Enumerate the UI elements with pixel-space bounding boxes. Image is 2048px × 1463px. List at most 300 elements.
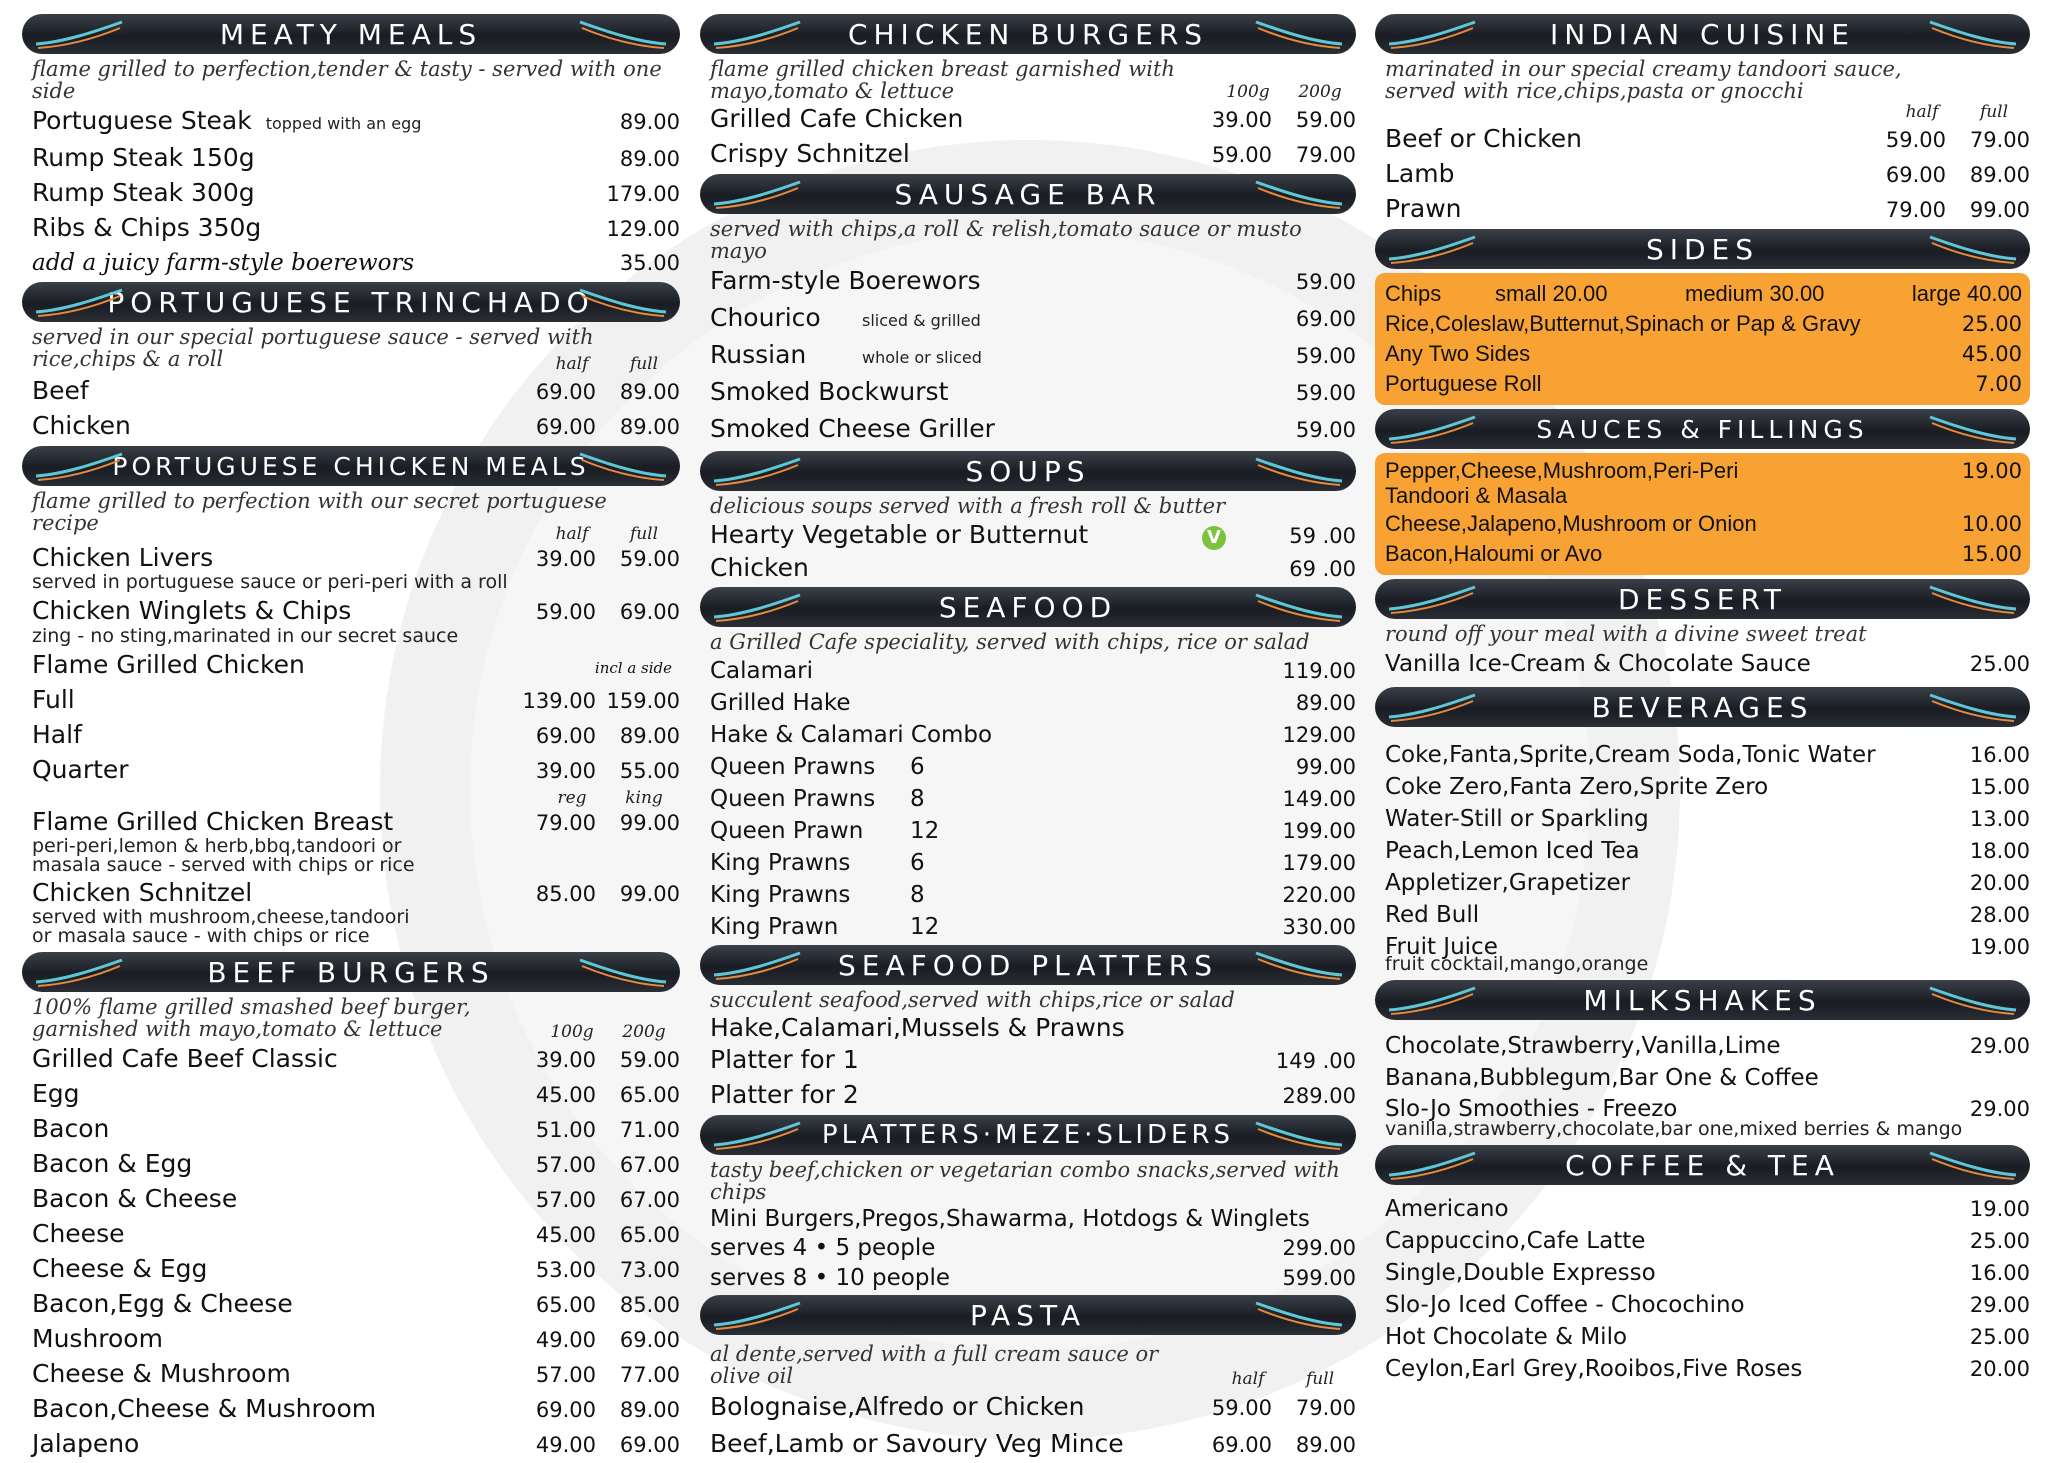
swirl-icon bbox=[1926, 413, 2018, 445]
item-name: serves 4 • 5 people bbox=[710, 1235, 936, 1261]
item-price-half: 59.00 bbox=[1211, 1396, 1272, 1420]
header-full: full bbox=[1305, 1369, 1335, 1389]
section-banner-platters-meze-sliders bbox=[700, 1115, 1356, 1155]
swirl-icon bbox=[1387, 691, 1479, 723]
section-title: SEAFOOD PLATTERS bbox=[837, 948, 1218, 982]
item-price: 49.00 bbox=[535, 1433, 596, 1457]
item-name bbox=[710, 879, 1266, 911]
item-name: Vanilla Ice-Cream & Chocolate Sauce bbox=[1385, 651, 1811, 677]
menu-item bbox=[22, 211, 680, 246]
menu-item bbox=[22, 683, 680, 718]
menu-column-2 bbox=[700, 12, 1356, 1463]
menu-item bbox=[22, 879, 680, 908]
item-price-half: 69.00 bbox=[535, 724, 596, 748]
swirl-icon bbox=[1926, 1149, 2018, 1181]
item-price-reg: 79.00 bbox=[535, 811, 596, 835]
item-price-king: 99.00 bbox=[619, 882, 680, 906]
item-name: Portuguese Steak bbox=[32, 106, 252, 135]
menu-item bbox=[1375, 339, 2022, 369]
item-price: 35.00 bbox=[619, 251, 680, 275]
section-description: a Grilled Cafe speciality, served with chips, rice or salad bbox=[710, 630, 1310, 654]
item-name: Cheese & Egg bbox=[32, 1254, 208, 1283]
section-title: MEATY MEALS bbox=[219, 17, 483, 51]
item-note: incl a side bbox=[594, 659, 672, 677]
swirl-icon bbox=[1926, 583, 2018, 615]
item-name: Grilled Cafe Beef Classic bbox=[32, 1044, 338, 1073]
item-name: Banana,Bubblegum,Bar One & Coffee bbox=[1385, 1065, 1819, 1091]
menu-column-3 bbox=[1375, 12, 2030, 1385]
item-name-text: Farm-style Boerewors bbox=[710, 266, 981, 295]
menu-item bbox=[700, 412, 1356, 449]
item-price-half: 39.00 bbox=[535, 547, 596, 571]
header-100g: 100g bbox=[550, 1022, 594, 1042]
sub-line: served with mushroom,cheese,tandoori bbox=[32, 906, 410, 928]
menu-item bbox=[1375, 771, 2030, 803]
menu-item bbox=[700, 1426, 1356, 1463]
menu-item bbox=[1375, 1257, 2030, 1289]
item-price: 15.00 bbox=[1961, 542, 2022, 566]
menu-item bbox=[700, 879, 1356, 911]
swirl-icon bbox=[1387, 413, 1479, 445]
item-name: serves 8 • 10 people bbox=[710, 1265, 951, 1291]
item-price-full: 59.00 bbox=[619, 547, 680, 571]
item-subtext: zing - no sting,marinated in our secret sauce bbox=[32, 625, 459, 647]
item-name-text: Queen Prawn bbox=[710, 818, 864, 844]
item-price-100g: 39.00 bbox=[1211, 108, 1272, 132]
desc-line: served in our special portuguese sauce - served with bbox=[32, 325, 594, 349]
item-name-text: King Prawns bbox=[710, 850, 851, 876]
section-banner-chicken-burgers bbox=[700, 14, 1356, 54]
item-name bbox=[710, 911, 1266, 943]
item-name: Chicken bbox=[710, 553, 809, 582]
item-name: Ceylon,Earl Grey,Rooibos,Five Roses bbox=[1385, 1356, 1803, 1382]
section-title: COFFEE & TEA bbox=[1565, 1148, 1840, 1182]
item-price: 29.00 bbox=[1969, 1097, 2030, 1121]
menu-item bbox=[22, 1077, 680, 1112]
swirl-icon bbox=[34, 450, 126, 482]
section-banner-indian-cuisine bbox=[1375, 14, 2030, 54]
swirl-icon bbox=[1387, 583, 1479, 615]
item-name: Grilled Cafe Chicken bbox=[710, 104, 964, 133]
swirl-icon bbox=[1387, 984, 1479, 1016]
item-name: Half bbox=[32, 720, 82, 749]
swirl-icon bbox=[712, 1299, 804, 1331]
item-subtext: fruit cocktail,mango,orange bbox=[1385, 953, 1649, 975]
item-price-half: 39.00 bbox=[535, 759, 596, 783]
item-name-text: Queen Prawns bbox=[710, 786, 876, 812]
item-price: 59.00 bbox=[1295, 418, 1356, 442]
item-name: Appletizer,Grapetizer bbox=[1385, 870, 1631, 896]
desc-line: served with rice,chips,pasta or gnocchi bbox=[1385, 79, 1804, 103]
item-name bbox=[710, 687, 1266, 719]
swirl-icon bbox=[712, 591, 804, 623]
menu-item bbox=[22, 246, 680, 280]
menu-item bbox=[22, 1427, 680, 1462]
item-qty: 12 bbox=[910, 818, 940, 844]
section-title: PORTUGUESE CHICKEN MEALS bbox=[112, 451, 590, 481]
pasta-header bbox=[700, 1339, 1356, 1389]
item-name: Chicken Schnitzel bbox=[32, 878, 253, 907]
section-title: SEAFOOD bbox=[938, 590, 1118, 624]
beef-burger-list bbox=[22, 1042, 680, 1462]
item-name-text: King Prawn bbox=[710, 914, 839, 940]
item-name: Single,Double Expresso bbox=[1385, 1260, 1656, 1286]
item-price: 28.00 bbox=[1969, 903, 2030, 927]
header-200g: 200g bbox=[1298, 82, 1342, 102]
section-banner-coffee-tea bbox=[1375, 1145, 2030, 1185]
menu-item bbox=[700, 102, 1356, 137]
section-title: BEVERAGES bbox=[1591, 690, 1814, 724]
menu-item bbox=[22, 1182, 680, 1217]
menu-item bbox=[22, 1357, 680, 1392]
header-half: half bbox=[1905, 102, 1939, 122]
item-name: Water-Still or Sparkling bbox=[1385, 806, 1649, 832]
item-name: Slo-Jo Smoothies - Freezo bbox=[1385, 1096, 1678, 1122]
item-subtext: vanilla,strawberry,chocolate,bar one,mixed berries & mango bbox=[1385, 1118, 1963, 1140]
section-title: CHICKEN BURGERS bbox=[847, 17, 1209, 51]
header-half: half bbox=[555, 354, 589, 374]
swirl-icon bbox=[1387, 233, 1479, 265]
menu-item bbox=[22, 374, 680, 409]
item-price: 7.00 bbox=[1975, 372, 2022, 396]
item-name: Coke,Fanta,Sprite,Cream Soda,Tonic Water bbox=[1385, 742, 1876, 768]
swirl-icon bbox=[34, 286, 126, 318]
item-name: Rump Steak 300g bbox=[32, 178, 255, 207]
spacer bbox=[1375, 731, 2030, 739]
item-price-half: 79.00 bbox=[1885, 198, 1946, 222]
item-name bbox=[710, 301, 1266, 338]
section-banner-milkshakes bbox=[1375, 980, 2030, 1020]
menu-item bbox=[22, 1252, 680, 1287]
swirl-icon bbox=[1252, 1119, 1344, 1151]
item-price-half: 59.00 bbox=[535, 600, 596, 624]
item-price: 57.00 bbox=[535, 1188, 596, 1212]
sausage-list bbox=[700, 264, 1356, 449]
section-description: round off your meal with a divine sweet treat bbox=[1385, 622, 1867, 646]
menu-item bbox=[22, 650, 680, 683]
item-name: Full bbox=[32, 685, 75, 714]
item-name bbox=[710, 847, 1266, 879]
item-price-half: 59.00 bbox=[1885, 128, 1946, 152]
item-name: Mini Burgers,Pregos,Shawarma, Hotdogs & Winglets bbox=[710, 1206, 1310, 1232]
item-name: Chicken bbox=[32, 411, 131, 440]
item-price: 69.00 bbox=[1295, 307, 1356, 331]
menu-item bbox=[700, 719, 1356, 751]
menu-item bbox=[1375, 867, 2030, 899]
item-price: 51.00 bbox=[535, 1118, 596, 1142]
menu-item bbox=[22, 1112, 680, 1147]
item-price: 69.00 bbox=[619, 1328, 680, 1352]
item-name: Crispy Schnitzel bbox=[710, 139, 910, 168]
item-subtext: served in portuguese sauce or peri-peri with a roll bbox=[32, 571, 508, 593]
menu-item bbox=[1375, 739, 2030, 771]
item-name: Any Two Sides bbox=[1385, 341, 1531, 366]
item-price: 45.00 bbox=[535, 1223, 596, 1247]
item-price: 19.00 bbox=[1969, 935, 2030, 959]
section-description bbox=[1375, 58, 2030, 102]
item-price: 89.00 bbox=[619, 147, 680, 171]
item-price: 59.00 bbox=[1295, 344, 1356, 368]
sub-line: peri-peri,lemon & herb,bbq,tandoori or bbox=[32, 835, 402, 857]
menu-item bbox=[22, 1217, 680, 1252]
item-name: Rice,Coleslaw,Butternut,Spinach or Pap & Gravy bbox=[1385, 311, 1861, 336]
section-banner-dessert bbox=[1375, 579, 2030, 619]
item-price: 129.00 bbox=[606, 217, 680, 241]
swirl-icon bbox=[576, 450, 668, 482]
item-price-full: 89.00 bbox=[619, 415, 680, 439]
swirl-icon bbox=[712, 455, 804, 487]
item-name: Chocolate,Strawberry,Vanilla,Lime bbox=[1385, 1033, 1781, 1059]
swirl-icon bbox=[1252, 1299, 1344, 1331]
item-price: 18.00 bbox=[1969, 839, 2030, 863]
header-full: full bbox=[1979, 102, 2009, 122]
menu-item bbox=[22, 176, 680, 211]
swirl-icon bbox=[1252, 455, 1344, 487]
menu-item bbox=[700, 1043, 1356, 1078]
item-name: Hake,Calamari,Mussels & Prawns bbox=[710, 1013, 1125, 1042]
item-price: 57.00 bbox=[535, 1153, 596, 1177]
item-name: Red Bull bbox=[1385, 902, 1480, 928]
menu-item bbox=[700, 911, 1356, 943]
section-banner-trinchado bbox=[22, 282, 680, 322]
item-price: 16.00 bbox=[1969, 1261, 2030, 1285]
item-price: 99.00 bbox=[1295, 755, 1356, 779]
sub-line: masala sauce - served with chips or rice bbox=[32, 854, 415, 876]
menu-item bbox=[22, 596, 680, 627]
item-price: 45.00 bbox=[1961, 342, 2022, 366]
item-price: 149.00 bbox=[1282, 787, 1356, 811]
item-price: 59.00 bbox=[1295, 270, 1356, 294]
swirl-icon bbox=[712, 949, 804, 981]
swirl-icon bbox=[576, 956, 668, 988]
item-name: Jalapeno bbox=[32, 1429, 140, 1458]
header-full: full bbox=[629, 354, 659, 374]
item-price: 179.00 bbox=[606, 182, 680, 206]
swirl-icon bbox=[1252, 949, 1344, 981]
section-banner-portuguese-chicken bbox=[22, 446, 680, 486]
menu-item bbox=[1375, 1289, 2030, 1321]
menu-item bbox=[700, 301, 1356, 338]
chips-medium: medium 30.00 bbox=[1685, 281, 1825, 306]
item-price: 20.00 bbox=[1969, 1357, 2030, 1381]
item-price-full: 99.00 bbox=[1969, 198, 2030, 222]
item-name: Bacon,Cheese & Mushroom bbox=[32, 1394, 377, 1423]
menu-item bbox=[22, 1322, 680, 1357]
swirl-icon bbox=[34, 18, 126, 50]
menu-item bbox=[700, 1263, 1356, 1293]
chips-row bbox=[1375, 279, 2022, 309]
section-banner-pasta bbox=[700, 1295, 1356, 1335]
swirl-icon bbox=[1926, 984, 2018, 1016]
menu-item bbox=[22, 409, 680, 444]
section-title: SOUPS bbox=[965, 454, 1091, 488]
swirl-icon bbox=[712, 18, 804, 50]
item-price: 49.00 bbox=[535, 1328, 596, 1352]
column-header bbox=[1375, 100, 2030, 122]
menu-item bbox=[700, 751, 1356, 783]
sub-line: or masala sauce - with chips or rice bbox=[32, 925, 370, 947]
desc-line: flame grilled chicken breast garnished with bbox=[710, 57, 1175, 81]
section-title: SAUCES & FILLINGS bbox=[1536, 414, 1869, 444]
swirl-icon bbox=[1926, 18, 2018, 50]
swirl-icon bbox=[712, 1119, 804, 1151]
item-name: Cheese bbox=[32, 1219, 125, 1248]
item-name: Peach,Lemon Iced Tea bbox=[1385, 838, 1640, 864]
item-price-200g: 59.00 bbox=[1295, 108, 1356, 132]
menu-item bbox=[700, 264, 1356, 301]
menu-item bbox=[1375, 1030, 2030, 1062]
menu-item bbox=[700, 1205, 1356, 1233]
menu-item bbox=[1375, 539, 2022, 569]
menu-item bbox=[700, 519, 1356, 552]
item-price: 25.00 bbox=[1969, 1325, 2030, 1349]
item-price: 20.00 bbox=[1969, 871, 2030, 895]
item-price: 57.00 bbox=[535, 1363, 596, 1387]
item-name: Chicken Winglets & Chips bbox=[32, 596, 352, 625]
seafood-list bbox=[700, 655, 1356, 943]
item-name-text: Hake & Calamari Combo bbox=[710, 722, 993, 748]
item-name: add a juicy farm-style boerewors bbox=[32, 250, 415, 276]
item-name bbox=[710, 655, 1266, 687]
item-name: Bacon bbox=[32, 1114, 110, 1143]
item-price: 89.00 bbox=[1295, 691, 1356, 715]
beverage-list bbox=[1375, 739, 2030, 963]
swirl-icon bbox=[1387, 18, 1479, 50]
item-price: 67.00 bbox=[619, 1188, 680, 1212]
item-price-half: 69.00 bbox=[1885, 163, 1946, 187]
item-qty: 8 bbox=[910, 882, 925, 908]
swirl-icon bbox=[1926, 691, 2018, 723]
item-price: 29.00 bbox=[1969, 1293, 2030, 1317]
menu-item bbox=[700, 137, 1356, 172]
section-banner-sausage-bar bbox=[700, 174, 1356, 214]
item-price: 39.00 bbox=[535, 1048, 596, 1072]
section-description: tasty beef,chicken or vegetarian combo snacks,served with chips bbox=[710, 1158, 1340, 1204]
item-name bbox=[710, 751, 1266, 783]
section-banner-beverages bbox=[1375, 687, 2030, 727]
item-price-full: 89.00 bbox=[619, 724, 680, 748]
item-price: 69 .00 bbox=[1289, 557, 1356, 581]
item-name: Hot Chocolate & Milo bbox=[1385, 1324, 1628, 1350]
item-name: Bacon & Cheese bbox=[32, 1184, 238, 1213]
item-price: 599.00 bbox=[1282, 1266, 1356, 1290]
item-price-200g: 79.00 bbox=[1295, 143, 1356, 167]
item-name: Bolognaise,Alfredo or Chicken bbox=[710, 1392, 1085, 1421]
item-name bbox=[710, 264, 1266, 301]
item-price: 71.00 bbox=[619, 1118, 680, 1142]
item-name-text: Smoked Cheese Griller bbox=[710, 414, 995, 443]
item-price: 65.00 bbox=[619, 1223, 680, 1247]
item-price-full: 55.00 bbox=[619, 759, 680, 783]
column-header bbox=[1212, 1367, 1356, 1389]
header-reg: reg bbox=[557, 788, 587, 808]
menu-item bbox=[1375, 157, 2030, 192]
menu-item bbox=[1375, 1321, 2030, 1353]
section-description: flame grilled to perfection,tender & tasty - served with one side bbox=[32, 57, 662, 103]
item-name: Quarter bbox=[32, 755, 129, 784]
section-title: PASTA bbox=[969, 1298, 1087, 1332]
menu-item bbox=[700, 375, 1356, 412]
swirl-icon bbox=[1252, 178, 1344, 210]
item-price: 179.00 bbox=[1282, 851, 1356, 875]
menu-item bbox=[22, 718, 680, 753]
menu-item bbox=[1375, 122, 2030, 157]
item-price: 330.00 bbox=[1282, 915, 1356, 939]
section-title: PORTUGUESE TRINCHADO bbox=[107, 285, 595, 319]
section-banner-seafood bbox=[700, 587, 1356, 627]
menu-item bbox=[700, 783, 1356, 815]
item-name: Cappuccino,Cafe Latte bbox=[1385, 1228, 1646, 1254]
menu-item bbox=[22, 808, 680, 837]
section-description: delicious soups served with a fresh roll & butter bbox=[710, 494, 1226, 518]
menu-item bbox=[700, 1013, 1356, 1043]
vegetarian-icon: V bbox=[1202, 526, 1226, 550]
item-name: Flame Grilled Chicken bbox=[32, 650, 305, 679]
item-qty: 8 bbox=[910, 786, 925, 812]
item-name: Beef or Chicken bbox=[1385, 124, 1582, 153]
item-name: Hearty Vegetable or Butternut bbox=[710, 520, 1089, 549]
item-price: 69.00 bbox=[619, 1433, 680, 1457]
item-price-100g: 59.00 bbox=[1211, 143, 1272, 167]
item-name: Prawn bbox=[1385, 194, 1462, 223]
menu-item bbox=[700, 1233, 1356, 1263]
header-king: king bbox=[625, 788, 663, 808]
item-name bbox=[710, 412, 1266, 449]
item-name: Cheese & Mushroom bbox=[32, 1359, 291, 1388]
swirl-icon bbox=[1926, 233, 2018, 265]
item-name: Tandoori & Masala bbox=[1385, 483, 1568, 508]
swirl-icon bbox=[1252, 18, 1344, 50]
item-note: topped with an egg bbox=[265, 114, 422, 133]
sides-panel bbox=[1375, 273, 2030, 405]
item-price: 65.00 bbox=[619, 1083, 680, 1107]
menu-item bbox=[1375, 1193, 2030, 1225]
item-price: 149 .00 bbox=[1275, 1049, 1356, 1073]
section-title: SAUSAGE BAR bbox=[894, 177, 1162, 211]
item-price: 69.00 bbox=[535, 1398, 596, 1422]
section-banner-seafood-platters bbox=[700, 945, 1356, 985]
item-price-full: 89.00 bbox=[1969, 163, 2030, 187]
menu-item bbox=[700, 655, 1356, 687]
item-name: Platter for 2 bbox=[710, 1080, 859, 1109]
swirl-icon bbox=[576, 286, 668, 318]
section-banner-sides bbox=[1375, 229, 2030, 269]
menu-item bbox=[1375, 509, 2022, 539]
chips-small: small 20.00 bbox=[1495, 281, 1608, 306]
section-banner-soups bbox=[700, 451, 1356, 491]
section-title: DESSERT bbox=[1617, 582, 1787, 616]
item-price-half: 139.00 bbox=[522, 689, 596, 713]
item-name bbox=[710, 719, 1266, 751]
item-price: 25.00 bbox=[1969, 1229, 2030, 1253]
item-price-full: 79.00 bbox=[1295, 1396, 1356, 1420]
item-name-text: Chourico bbox=[710, 303, 821, 332]
menu-item bbox=[700, 338, 1356, 375]
item-price: 10.00 bbox=[1961, 512, 2022, 536]
item-name: Mushroom bbox=[32, 1324, 163, 1353]
menu-column-1 bbox=[22, 12, 680, 1462]
item-price-king: 99.00 bbox=[619, 811, 680, 835]
menu-item bbox=[22, 544, 680, 573]
sauces-panel bbox=[1375, 453, 2030, 575]
item-note: sliced & grilled bbox=[862, 311, 981, 330]
menu-item bbox=[1375, 1062, 2030, 1094]
menu-item bbox=[1375, 899, 2030, 931]
item-name: Platter for 1 bbox=[710, 1045, 859, 1074]
menu-item bbox=[1375, 647, 2030, 681]
header-100g: 100g bbox=[1226, 82, 1270, 102]
menu-item bbox=[1375, 803, 2030, 835]
